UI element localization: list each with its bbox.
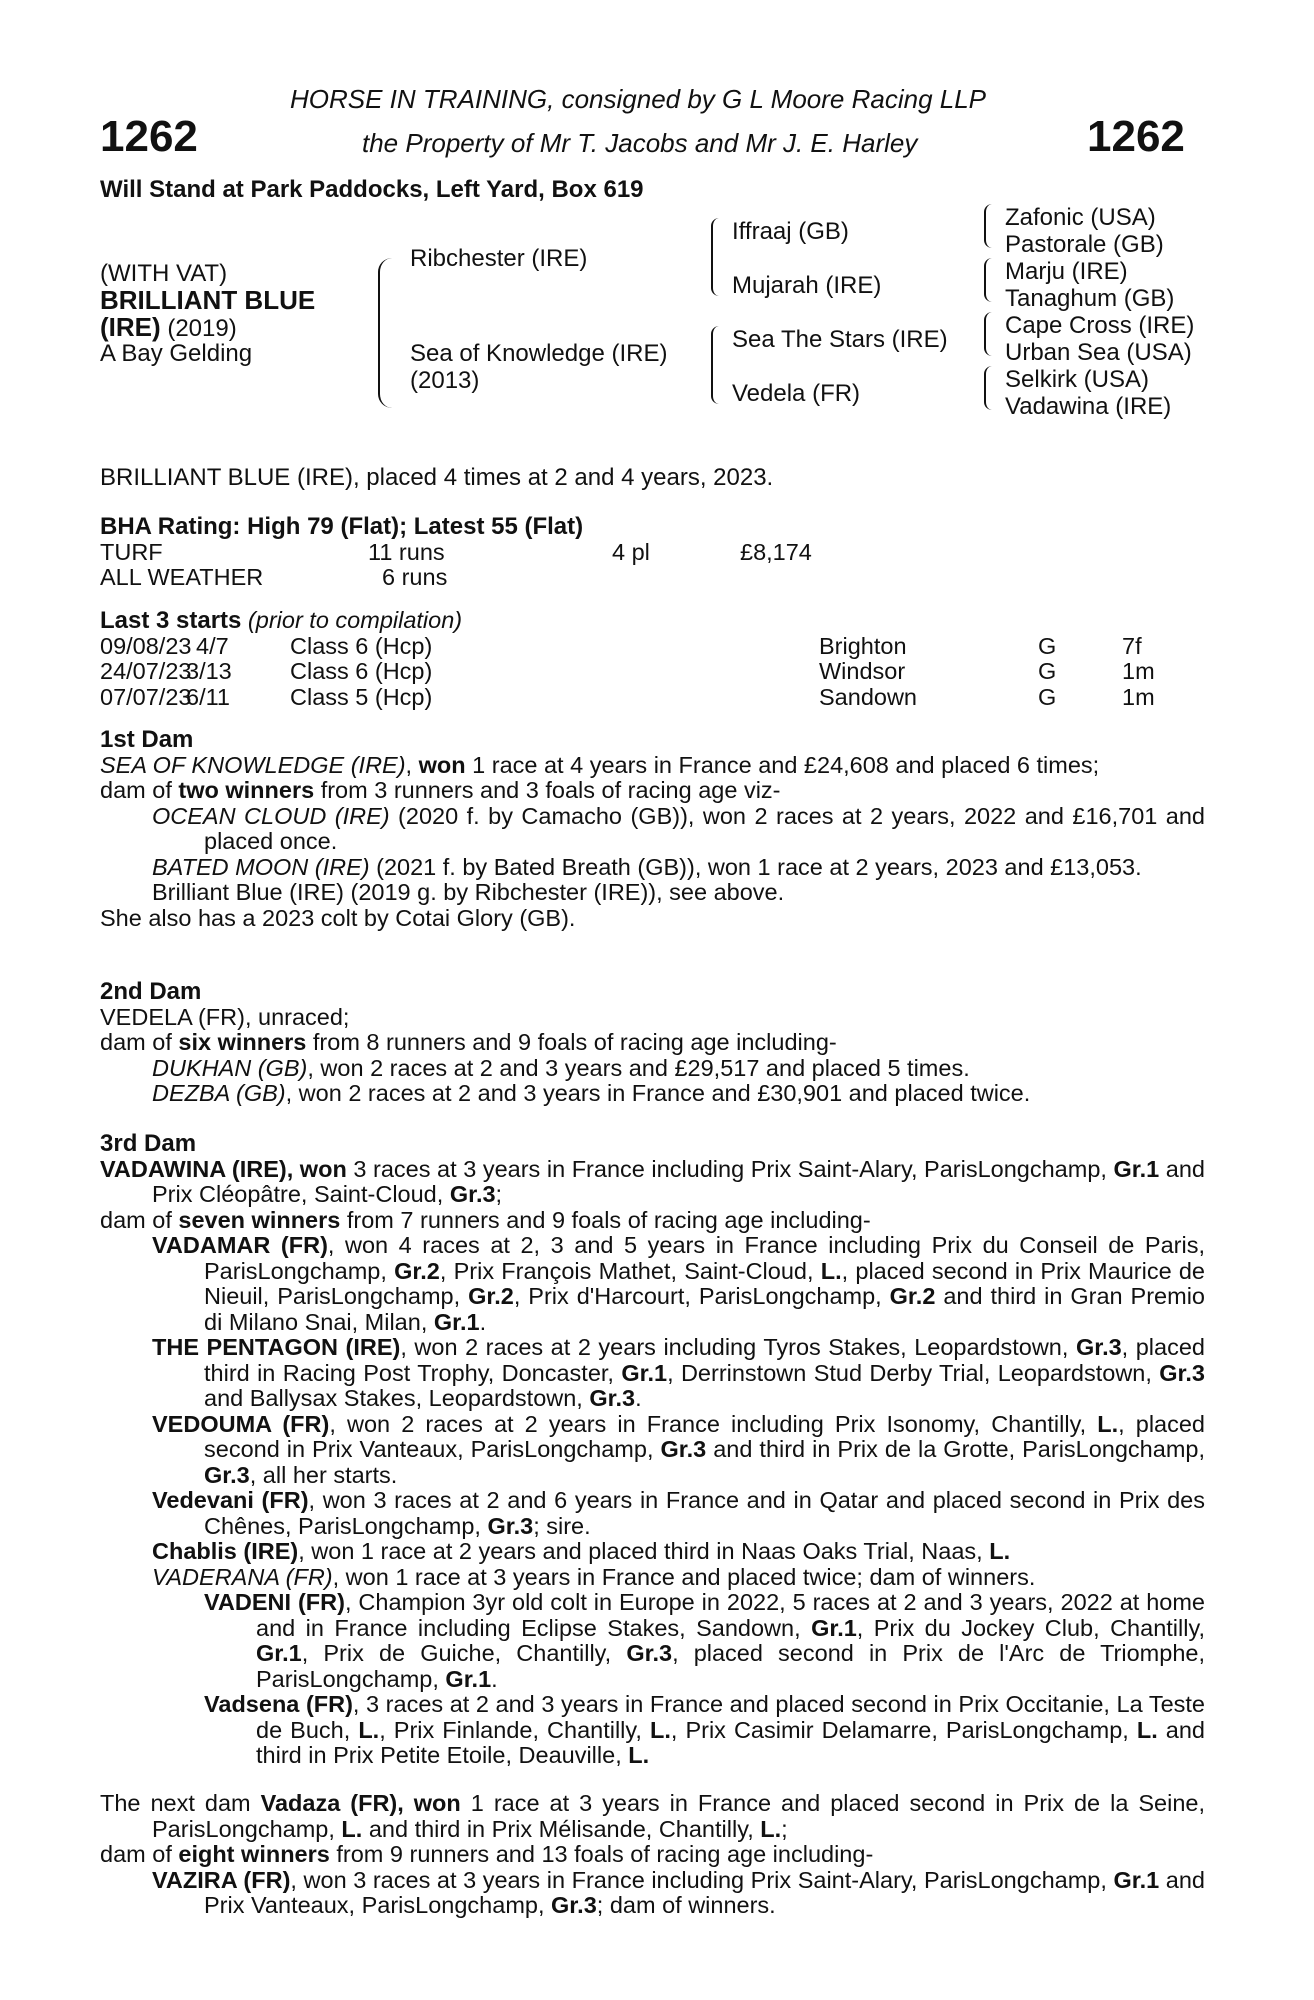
progeny-record: , Prix du Jockey Club, Chantilly, [856, 1614, 1205, 1641]
progeny-record: ; sire. [533, 1512, 591, 1539]
progeny-record: , all her starts. [249, 1461, 398, 1488]
dam-of-rest: from 7 runners and 9 foals of racing age including- [340, 1206, 871, 1233]
progeny-record: , placed second in Prix Maurice de Nieuil, ParisLongchamp, [204, 1257, 1205, 1309]
dam-line-brace [711, 326, 723, 404]
third-dam-section [100, 1131, 1205, 1769]
progeny-vaderana [152, 1565, 1205, 1591]
progeny-record: , won 2 races at 2 years including Tyros Stakes, Leopardstown, [400, 1334, 1076, 1360]
progeny-vedouma [152, 1412, 1205, 1489]
grade: Gr.1 [1113, 1155, 1160, 1182]
start-class: Class 5 (Hcp) [290, 683, 433, 710]
progeny-record: , won 2 races at 2 years in France including Prix Isonomy, Chantilly, [329, 1410, 1098, 1437]
grade: Gr.3 [660, 1436, 707, 1462]
dam-name: Vadaza (FR) [260, 1790, 398, 1816]
progeny-record: , Prix François Mathet, Saint-Cloud, [439, 1257, 821, 1284]
progeny-record: , placed third in Racing Post Trophy, Doncaster, [204, 1334, 1205, 1386]
grade: Gr.2 [468, 1283, 514, 1309]
first-dam-title: 1st Dam [100, 726, 194, 753]
grade: L. [760, 1815, 782, 1842]
progeny-record: ; dam of winners. [596, 1892, 776, 1918]
dam-record: 1 race at 4 years in France and £24,608 and placed 6 times; [465, 751, 1100, 778]
rating-title: BHA Rating: High 79 (Flat); Latest 55 (Flat) [100, 513, 584, 540]
second-dam-section [100, 979, 1205, 1107]
pedigree-ddd: Vadawina (IRE) [1005, 393, 1172, 420]
start-course: Windsor [819, 658, 906, 684]
period: . [479, 1308, 487, 1335]
rating-runs: 6 runs [382, 564, 448, 590]
grade: Gr.1 [1113, 1866, 1160, 1893]
start-date: 07/07/23 [100, 683, 192, 710]
start-row [100, 634, 1205, 660]
pedigree-sire: Ribchester (IRE) [410, 245, 588, 272]
progeny-record: , Derrinstown Stud Derby Trial, Leopardstown, [667, 1359, 1160, 1386]
grade: Gr.3 [487, 1512, 534, 1539]
winners-count: seven winners [178, 1206, 341, 1233]
grade: Gr.3 [1159, 1359, 1205, 1386]
last-starts-section [100, 608, 1205, 710]
grade: Gr.3 [1075, 1334, 1122, 1360]
sire-dam-brace [378, 258, 394, 408]
progeny-vadeni [204, 1590, 1205, 1692]
progeny-record: , placed second in Prix de l'Arc de Triomphe, ParisLongchamp, [256, 1640, 1205, 1692]
dam-of-rest: from 3 runners and 3 foals of racing age viz- [314, 777, 781, 803]
dam-record: and third in Prix Mélisande, Chantilly, [362, 1815, 761, 1842]
pedigree-sss: Zafonic (USA) [1005, 204, 1156, 231]
dam-of: dam of [100, 1206, 179, 1233]
progeny-vazira [152, 1868, 1205, 1919]
progeny-record: , Prix de Guiche, Chantilly, [301, 1640, 627, 1666]
progeny-entry: Brilliant Blue (IRE) (2019 g. by Ribchester (IRE)), see above. [152, 879, 785, 905]
progeny-record: , won 1 race at 3 years in France and placed twice; dam of winners. [332, 1563, 1036, 1590]
pedigree-dam: Sea of Knowledge (IRE) [410, 340, 668, 367]
start-class: Class 6 (Hcp) [290, 632, 433, 659]
grade: L. [1097, 1410, 1119, 1437]
grade: Gr.3 [626, 1640, 673, 1666]
start-date: 24/07/23 [100, 658, 192, 684]
progeny-name: VADERANA (FR) [152, 1563, 333, 1590]
start-row [100, 659, 1205, 685]
grade: Gr.3 [551, 1892, 597, 1918]
progeny-record: (2021 f. by Bated Breath (GB)), won 1 race at 2 years, 2023 and £13,053. [369, 853, 1142, 880]
lot-number-right: 1262 [1087, 112, 1185, 161]
second-dam-line: VEDELA (FR), unraced; [100, 1003, 350, 1030]
vat-note: (WITH VAT) [100, 260, 228, 287]
brace-g1 [984, 204, 994, 248]
sire-line-brace [711, 218, 723, 296]
dam-sep: , [405, 751, 419, 778]
progeny-name: DUKHAN (GB) [152, 1054, 308, 1081]
dam-of-rest: from 8 runners and 9 foals of racing age including- [306, 1029, 837, 1055]
progeny-record: , Prix d'Harcourt, ParisLongchamp, [513, 1283, 890, 1309]
pedigree-dam-year: (2013) [410, 367, 480, 394]
grade: Gr.1 [445, 1665, 492, 1692]
horse-name-suffix [100, 312, 237, 343]
start-course: Sandown [819, 683, 917, 710]
grade: Gr.3 [449, 1181, 496, 1207]
progeny-record: , won 1 race at 2 years and placed third in Naas Oaks Trial, Naas, [298, 1538, 990, 1564]
progeny-record: , Prix Finlande, Chantilly, [379, 1716, 650, 1743]
dam-of: dam of [100, 1029, 179, 1055]
last-starts-note: (prior to compilation) [241, 607, 463, 633]
rating-section [100, 514, 1205, 591]
lot-number-left: 1262 [100, 112, 198, 161]
pedigree-dds: Selkirk (USA) [1005, 366, 1150, 393]
grade: L. [649, 1716, 671, 1743]
progeny-pentagon [152, 1335, 1205, 1412]
pedigree-sdd: Tanaghum (GB) [1005, 285, 1175, 312]
start-going: G [1038, 658, 1057, 684]
horse-country: (IRE) [100, 312, 161, 342]
progeny-record: and third in Prix de la Grotte, ParisLongchamp, [706, 1436, 1206, 1462]
dam-record: 3 races at 3 years in France including Prix Saint-Alary, ParisLongchamp, [346, 1155, 1114, 1182]
first-dam-extra: She also has a 2023 colt by Cotai Glory (GB). [100, 904, 576, 931]
progeny-record: , won 3 races at 2 and 6 years in France and in Qatar and placed second in Prix des Chênes, ParisLongchamp, [204, 1487, 1205, 1539]
progeny-name: VADAMAR (FR) [152, 1232, 328, 1258]
start-distance: 7f [1122, 632, 1142, 659]
dam-of: dam of [100, 1841, 179, 1867]
progeny-name: DEZBA (GB) [152, 1080, 286, 1106]
pedigree-dam-sire: Sea The Stars (IRE) [732, 326, 948, 353]
winners-count: six winners [178, 1029, 307, 1055]
start-distance: 1m [1122, 658, 1155, 684]
progeny-name: VADENI (FR) [204, 1589, 345, 1615]
second-dam-title: 2nd Dam [100, 978, 202, 1005]
start-position: 4/7 [196, 632, 229, 659]
pedigree-sire-dam: Mujarah (IRE) [732, 272, 882, 299]
rating-prize: £8,174 [740, 538, 812, 565]
period: . [491, 1665, 498, 1692]
progeny-record: , Prix Casimir Delamarre, ParisLongchamp, [670, 1716, 1137, 1743]
rating-surface: ALL WEATHER [100, 564, 264, 590]
start-position: 3/13 [186, 658, 232, 684]
grade: Gr.2 [394, 1257, 440, 1284]
start-going: G [1038, 632, 1057, 659]
grade: L. [628, 1742, 650, 1768]
progeny-name: VAZIRA (FR) [152, 1866, 291, 1893]
pedigree-ssd: Pastorale (GB) [1005, 231, 1164, 258]
grade: Gr.2 [889, 1283, 936, 1309]
brace-g2 [984, 258, 994, 302]
dam-won: , won [286, 1155, 347, 1182]
horse-description: A Bay Gelding [100, 340, 253, 367]
grade: L. [989, 1538, 1011, 1564]
progeny-record: and third in Prix Petite Etoile, Deauville, [256, 1716, 1205, 1768]
progeny-name: VEDOUMA (FR) [152, 1410, 330, 1437]
progeny-name: Chablis (IRE) [152, 1538, 299, 1564]
start-going: G [1038, 683, 1057, 710]
start-class: Class 6 (Hcp) [290, 658, 433, 684]
dam-record: 1 race at 3 years in France and placed second in Prix de la Seine, ParisLongchamp, [152, 1790, 1206, 1842]
progeny-record: (2020 f. by Camacho (GB)), won 2 races at 2 years, 2022 and £16,701 and placed once. [204, 802, 1206, 854]
progeny-record: , 3 races at 2 and 3 years in France and placed second in Prix Occitanie, La Teste de Buch, [256, 1691, 1205, 1743]
progeny-record: and Prix Vanteaux, ParisLongchamp, [204, 1866, 1205, 1918]
property-line: the Property of Mr T. Jacobs and Mr J. E. Harley [362, 128, 918, 158]
winners-count: two winners [178, 777, 315, 803]
progeny-name: Vedevani (FR) [152, 1487, 309, 1513]
third-dam-title: 3rd Dam [100, 1130, 197, 1157]
brace-g3 [984, 312, 994, 356]
rating-placed: 4 pl [612, 538, 650, 565]
progeny-name: Vadsena (FR) [204, 1691, 353, 1717]
dam-name: VADAWINA (IRE) [100, 1155, 287, 1182]
dam-record: ; [781, 1815, 788, 1842]
dam-of: dam of [100, 777, 179, 803]
horse-name: BRILLIANT BLUE [100, 285, 316, 315]
progeny-record: , won 3 races at 3 years in France including Prix Saint-Alary, ParisLongchamp, [290, 1866, 1114, 1893]
start-date: 09/08/23 [100, 632, 192, 659]
last-starts-title: Last 3 starts [100, 607, 242, 634]
grade: L. [1136, 1716, 1158, 1743]
race-summary: BRILLIANT BLUE (IRE), placed 4 times at 2 and 4 years, 2023. [100, 464, 774, 491]
brace-g4 [984, 366, 994, 410]
horse-year: (2019) [160, 315, 237, 342]
start-row [100, 685, 1205, 711]
grade: Gr.1 [256, 1640, 302, 1666]
pedigree-dsd: Urban Sea (USA) [1005, 339, 1192, 366]
grade: Gr.3 [204, 1461, 250, 1488]
progeny-record: , placed second in Prix Vanteaux, ParisLongchamp, [204, 1410, 1205, 1462]
dam-record: and Prix Cléopâtre, Saint-Cloud, [152, 1155, 1206, 1207]
pedigree-sds: Marju (IRE) [1005, 258, 1128, 285]
progeny-name: BATED MOON (IRE) [152, 853, 370, 880]
period: . [635, 1385, 642, 1411]
progeny-vadsena [204, 1692, 1205, 1769]
progeny-record: and Ballysax Stakes, Leopardstown, [204, 1385, 590, 1411]
dam-of-rest: from 9 runners and 13 foals of racing age including- [329, 1841, 874, 1867]
progeny-vadamar [152, 1233, 1205, 1335]
pedigree-dam-dam: Vedela (FR) [732, 380, 861, 407]
progeny-record: , won 4 races at 2, 3 and 5 years in France including Prix du Conseil de Paris, ParisLongchamp, [204, 1232, 1205, 1284]
start-position: 6/11 [186, 683, 230, 710]
dam-won: , won [397, 1790, 461, 1816]
rating-runs: 11 runs [368, 538, 445, 565]
pedigree-dss: Cape Cross (IRE) [1005, 312, 1195, 339]
grade: Gr.1 [621, 1359, 668, 1386]
rating-surface: TURF [100, 538, 163, 565]
next-dam-intro: The next dam [100, 1790, 261, 1816]
rating-row-aw [100, 565, 1205, 591]
grade: L. [358, 1716, 380, 1743]
grade: Gr.3 [589, 1385, 636, 1411]
grade: L. [820, 1257, 842, 1284]
pedigree-sire-sire: Iffraaj (GB) [732, 218, 849, 245]
progeny-chablis [152, 1539, 1205, 1565]
first-dam-section [100, 727, 1205, 931]
winners-count: eight winners [178, 1841, 330, 1867]
dam-won: won [418, 751, 466, 778]
consignment-line: HORSE IN TRAINING, consigned by G L Moore Racing LLP [290, 84, 987, 114]
progeny-name: THE PENTAGON (IRE) [152, 1334, 401, 1360]
rating-row-turf [100, 540, 1205, 566]
grade: L. [341, 1815, 363, 1842]
start-distance: 1m [1122, 683, 1155, 710]
progeny-record: , Champion 3yr old colt in Europe in 2022, 5 races at 2 and 3 years, 2022 at home and in France including Eclipse Stakes, Sandown, [256, 1589, 1206, 1641]
progeny-record: , won 2 races at 2 and 3 years in France and £30,901 and placed twice. [285, 1080, 1031, 1106]
grade: Gr.1 [433, 1308, 480, 1335]
grade: Gr.1 [811, 1614, 857, 1641]
next-dam-section [100, 1791, 1205, 1919]
progeny-vedevani [152, 1488, 1205, 1539]
progeny-record: , won 2 races at 2 and 3 years and £29,517 and placed 5 times. [307, 1054, 970, 1081]
dam-record: ; [495, 1181, 503, 1207]
stand-location: Will Stand at Park Paddocks, Left Yard, Box 619 [100, 176, 644, 203]
progeny-name: OCEAN CLOUD (IRE) [152, 802, 390, 829]
start-course: Brighton [819, 632, 907, 659]
progeny-record: and third in Gran Premio di Milano Snai, Milan, [204, 1283, 1205, 1335]
dam-name: SEA OF KNOWLEDGE (IRE) [100, 751, 406, 778]
